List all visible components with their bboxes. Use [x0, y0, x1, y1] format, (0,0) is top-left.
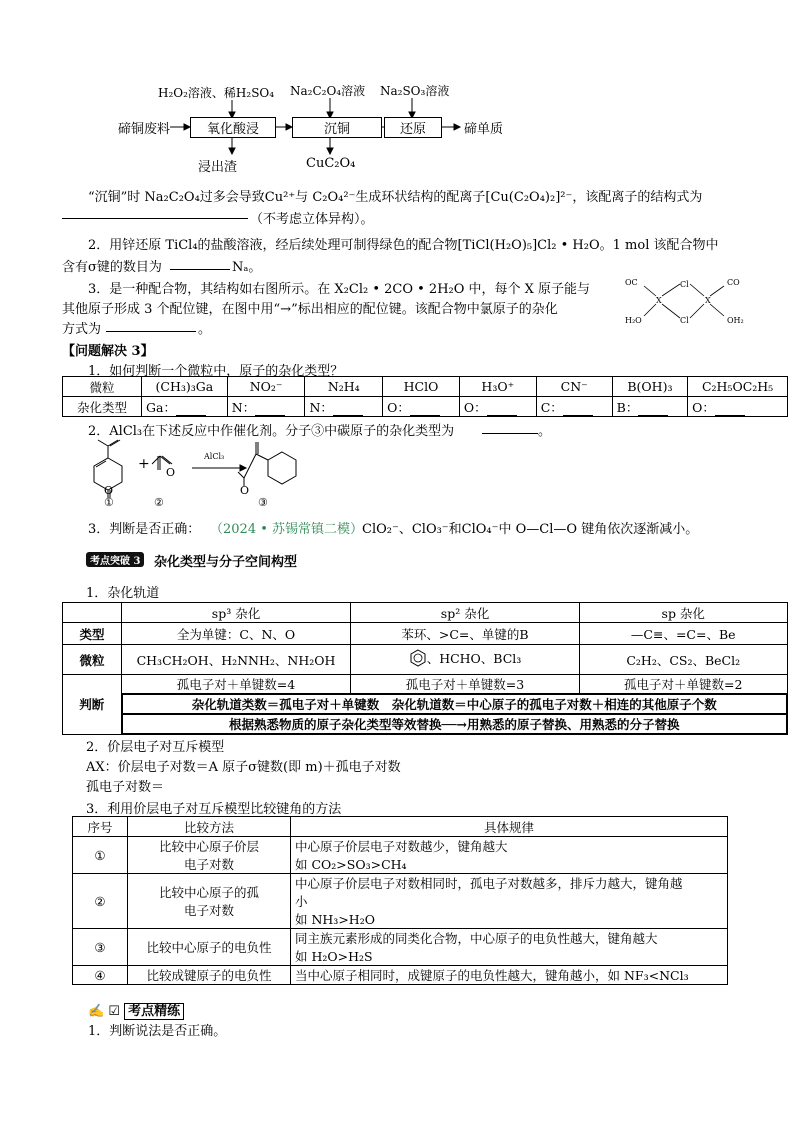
- table-label-type: 杂化类型: [63, 397, 142, 417]
- table-row: [73, 929, 728, 966]
- table-label-species: 微粒: [63, 377, 142, 397]
- row-rule: [291, 929, 728, 966]
- row-rule: [291, 837, 728, 874]
- method-line: 比较中心原子价层: [158, 839, 259, 854]
- atom-label: Ga：: [146, 399, 176, 415]
- answer-blank[interactable]: [255, 400, 285, 416]
- problem3-q3-b: ClO₂⁻、ClO₃⁻和ClO₄⁻中 O—Cl—O 键角依次逐渐减小。: [362, 522, 699, 537]
- table-row: [73, 837, 728, 874]
- table-row: [73, 874, 728, 929]
- check-icon: ☑: [108, 1004, 120, 1019]
- struct-oh2: OH₂: [727, 316, 744, 325]
- method-line: 比较成键原子的电负性: [146, 968, 272, 983]
- answer-blank[interactable]: [176, 400, 206, 416]
- problem3-q2-end: 。: [538, 424, 552, 439]
- q2-line2-a: 含有σ键的数目为: [62, 260, 162, 275]
- hybrid-answer-cell[interactable]: [227, 397, 305, 417]
- flow-end: 碲单质: [464, 122, 504, 137]
- section-badge: [86, 552, 144, 568]
- struct-co: CO: [727, 278, 740, 287]
- part2-line2: 孤电子对数＝: [86, 780, 165, 795]
- rule-line: 当中心原子相同时，成键原子的电负性越大，键角越小，如 NF₃<NCl₃: [295, 968, 689, 983]
- species-cell: B(OH)₃: [612, 377, 687, 397]
- reaction-label-3: ③: [258, 496, 268, 509]
- header-method: 比较方法: [128, 817, 291, 837]
- section-title: 杂化类型与分子空间构型: [154, 555, 298, 570]
- answer-blank[interactable]: [638, 400, 668, 416]
- judge-sp2: 孤电子对＋单键数=3: [351, 675, 580, 695]
- row-method: [128, 837, 291, 874]
- flow-residue: 浸出渣: [198, 160, 238, 175]
- q3-line3-end: 。: [198, 322, 212, 337]
- row-index: ②: [73, 874, 128, 929]
- answer-blank-sigma[interactable]: [170, 254, 230, 270]
- pen-icon: ✍: [88, 1004, 105, 1019]
- problem3-header: 【问题解决 3】: [62, 344, 154, 359]
- micro-sp2: 、HCHO、BCl₃: [426, 651, 522, 666]
- problem3-q3-a: 3．判断是否正确：: [88, 522, 201, 537]
- hybrid-answer-cell[interactable]: [459, 397, 536, 417]
- answer-blank-cl-hybrid[interactable]: [106, 316, 196, 332]
- row-index: ④: [73, 966, 128, 985]
- row-index: ①: [73, 837, 128, 874]
- rule-line: 如 H₂O>H₂S: [295, 949, 373, 964]
- flow-box-precipitate: 沉铜: [292, 117, 382, 138]
- atom-label: C：: [540, 399, 563, 415]
- species-cell: HClO: [383, 377, 460, 397]
- species-cell: H₃O⁺: [459, 377, 536, 397]
- struct-oc: OC: [625, 278, 638, 287]
- answer-blank[interactable]: [487, 400, 517, 416]
- reaction-o-2: O: [166, 466, 176, 479]
- reaction-o-1: O: [104, 484, 114, 497]
- label-type: 类型: [63, 623, 122, 645]
- flow-box-oxidize: 氧化酸浸: [190, 117, 276, 138]
- hybrid-answer-cell[interactable]: [612, 397, 687, 417]
- reaction-plus: +: [138, 456, 150, 472]
- header-sp: sp 杂化: [580, 603, 788, 623]
- species-cell: CN⁻: [536, 377, 612, 397]
- atom-label: O：: [387, 399, 410, 415]
- flow-reagent-3: Na₂SO₃溶液: [380, 84, 450, 98]
- struct-cl-top: Cl: [680, 280, 689, 289]
- row-rule: [291, 966, 728, 985]
- type-sp2: 苯环、>C=、单键的B: [351, 623, 580, 645]
- answer-blank[interactable]: [333, 400, 363, 416]
- rule-line: 如 NH₃>H₂O: [295, 912, 375, 927]
- para1-line1: “沉铜”时 Na₂C₂O₄过多会导致Cu²⁺与 C₂O₄²⁻生成环状结构的配离子[Cu(C₂O₄)₂]²⁻，该配离子的结构式为: [88, 190, 703, 205]
- row-index: ③: [73, 929, 128, 966]
- row-rule: [291, 874, 728, 929]
- q3-line3: 方式为: [62, 322, 102, 337]
- reaction-catalyst: AlCl₃: [204, 452, 225, 461]
- struct-h2o: H₂O: [625, 316, 642, 325]
- para1-line2: （不考虑立体异构）。: [250, 212, 374, 227]
- micro-sp2-cell: [351, 645, 580, 675]
- atom-label: B：: [616, 399, 639, 415]
- hybrid-orbital-table: [62, 602, 788, 735]
- judge-sp3: 孤电子对＋单键数=4: [122, 675, 351, 695]
- rule-2: 根据熟悉物质的原子杂化类型等效替换──→用熟悉的原子替换、用熟悉的分子替换: [122, 714, 788, 734]
- row-method: [128, 966, 291, 985]
- struct-x2: X: [705, 296, 711, 305]
- struct-cl-bottom: Cl: [680, 316, 689, 325]
- reaction-label-2: ②: [154, 496, 164, 509]
- rule-line: 小: [295, 894, 308, 909]
- answer-blank-carbon-hybrid[interactable]: [482, 418, 538, 434]
- rule-1: 杂化轨道类数＝孤电子对＋单键数 杂化轨道数＝中心原子的孤电子对数＋相连的其他原子个数: [122, 694, 788, 714]
- q3-line2: 其他原子形成 3 个配位键，在图中用“→”标出相应的配位键。该配合物中氯原子的杂化: [62, 302, 558, 317]
- answer-blank[interactable]: [563, 400, 593, 416]
- problem3-q3-source: （2024 • 苏锡常镇二模）: [210, 522, 364, 537]
- part3-title: 3．利用价层电子对互斥模型比较键角的方法: [86, 802, 342, 817]
- flow-product: CuC₂O₄: [306, 156, 356, 171]
- answer-blank[interactable]: [715, 400, 745, 416]
- flow-reagent-1: H₂O₂溶液、稀H₂SO₄: [158, 86, 275, 100]
- type-sp: —C≡、=C=、Be: [580, 623, 788, 645]
- hybrid-answer-cell[interactable]: [688, 397, 788, 417]
- atom-label: O：: [463, 399, 487, 415]
- hybrid-answer-cell[interactable]: [383, 397, 460, 417]
- rule-line: 中心原子价层电子对数越少，键角越大: [295, 839, 508, 854]
- flow-box-reduce: 还原: [384, 117, 442, 138]
- hybrid-answer-cell[interactable]: [142, 397, 228, 417]
- answer-blank[interactable]: [410, 400, 440, 416]
- part2-line1: AX：价层电子对数＝A 原子σ键数(即 m)＋孤电子对数: [86, 760, 401, 775]
- label-micro: 微粒: [63, 645, 122, 675]
- bond-angle-table: [72, 816, 728, 985]
- struct-x1: X: [656, 296, 662, 305]
- method-line: 比较中心原子的孤: [158, 885, 259, 900]
- judge-sp: 孤电子对＋单键数=2: [580, 675, 788, 695]
- reaction-o-3: O: [240, 484, 250, 497]
- header-index: 序号: [73, 817, 128, 837]
- section-badge-text: 考点突破 3: [86, 552, 144, 567]
- type-sp3: 全为单键：C、N、O: [122, 623, 351, 645]
- hybrid-type-table: [62, 376, 788, 417]
- rule-line: 如 CO₂>SO₃>CH₄: [295, 857, 407, 872]
- part1-title: 1．杂化轨道: [86, 586, 160, 601]
- product-molecule: [236, 436, 316, 496]
- corner-cell: [63, 603, 122, 623]
- atom-label: O：: [692, 399, 715, 415]
- label-judge: 判断: [63, 675, 122, 735]
- species-cell: NO₂⁻: [227, 377, 305, 397]
- rule-line: 中心原子价层电子对数相同时，孤电子对数越多，排斥力越大，键角越: [295, 876, 683, 891]
- method-line: 比较中心原子的电负性: [146, 940, 272, 955]
- benzene-icon: [409, 649, 427, 670]
- species-cell: N₂H₄: [305, 377, 383, 397]
- method-line: 电子对数: [183, 857, 234, 872]
- part2-title: 2．价层电子对互斥模型: [86, 740, 225, 755]
- reaction-label-1: ①: [104, 496, 114, 509]
- atom-label: N：: [231, 399, 256, 415]
- micro-sp: C₂H₂、CS₂、BeCl₂: [580, 645, 788, 675]
- q2-line2-b: Nₐ。: [232, 260, 262, 275]
- rule-line: 同主族元素形成的同类化合物，中心原子的电负性越大，键角越大: [295, 931, 658, 946]
- header-sp2: sp² 杂化: [351, 603, 580, 623]
- hybrid-answer-cell[interactable]: [305, 397, 383, 417]
- micro-sp3: CH₃CH₂OH、H₂NNH₂、NH₂OH: [122, 645, 351, 675]
- method-line: 电子对数: [183, 903, 234, 918]
- row-method: [128, 929, 291, 966]
- practice-badge: 考点精练: [124, 1003, 184, 1020]
- q3-line1: 3．是一种配合物，其结构如右图所示。在 X₂Cl₂ • 2CO • 2H₂O 中，每个 X 原子能与: [88, 282, 591, 297]
- q2-line1: 2．用锌还原 TiCl₄的盐酸溶液，经后续处理可制得绿色的配合物[TiCl(H₂O)₅]Cl₂ • H₂O。1 mol 该配合物中: [88, 238, 719, 253]
- practice-q1: 1．判断说法是否正确。: [88, 1024, 227, 1039]
- flow-reagent-2: Na₂C₂O₄溶液: [290, 84, 366, 98]
- row-method: [128, 874, 291, 929]
- problem3-q1: 1．如何判断一个微粒中，原子的杂化类型？: [88, 364, 344, 379]
- header-sp3: sp³ 杂化: [122, 603, 351, 623]
- species-cell: C₂H₅OC₂H₅: [688, 377, 788, 397]
- flow-start: 碲铜废料: [118, 122, 171, 137]
- species-cell: (CH₃)₃Ga: [142, 377, 228, 397]
- header-rule: 具体规律: [291, 817, 728, 837]
- problem3-q2: 2．AlCl₃在下述反应中作催化剂。分子③中碳原子的杂化类型为: [88, 424, 455, 439]
- answer-blank-structure[interactable]: [62, 203, 248, 219]
- table-row: [73, 966, 728, 985]
- atom-label: N：: [309, 399, 333, 415]
- hybrid-answer-cell[interactable]: [536, 397, 612, 417]
- practice-header: [88, 1000, 184, 1019]
